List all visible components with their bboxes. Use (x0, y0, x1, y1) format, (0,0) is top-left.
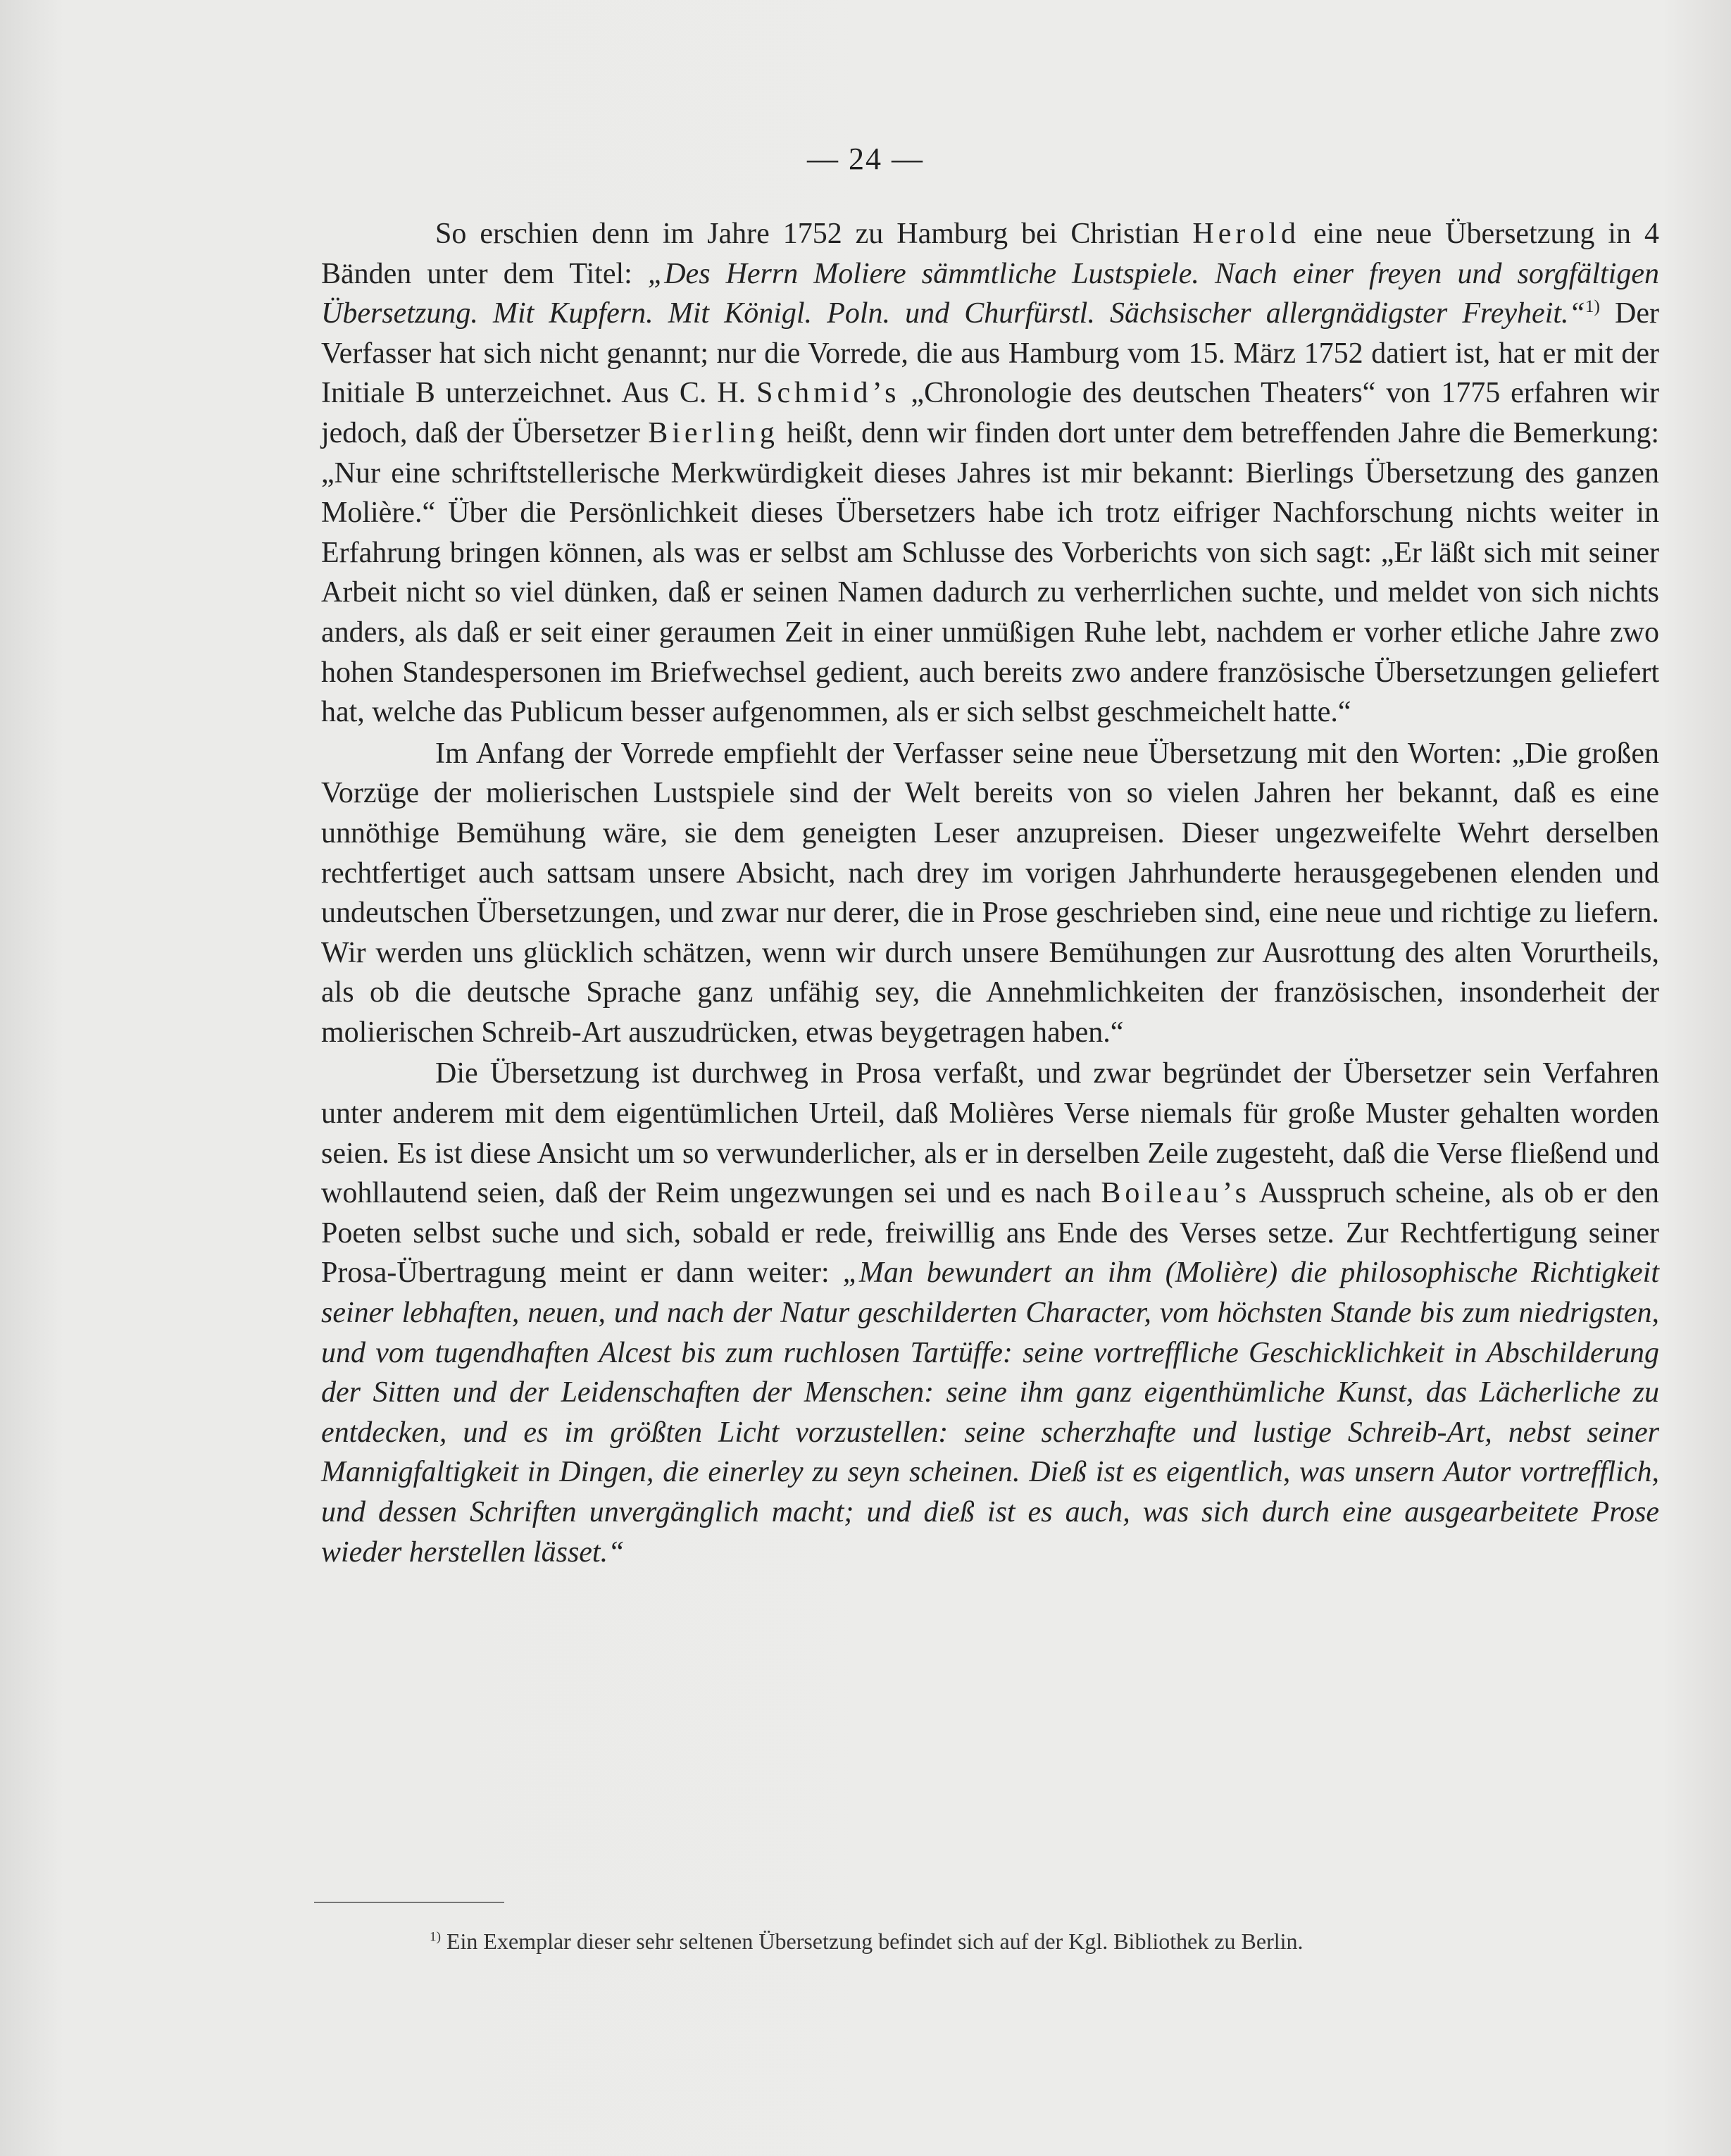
text-run: Die Übersetzung ist durchweg in Prosa verfaßt, und zwar begründet der Übersetzer sein Verfahren unter anderem mit dem eigentümlichen Urteil, daß Molières Verse niemals für große Muster gehalten worden seien. Es ist diese Ansicht um so verwunderlicher, als er in derselben Zeile zugesteht, daß die Verse fließend und wohllautend seien, daß der Reim ungezwungen sei und es nach (321, 1057, 1659, 1210)
body-text (321, 214, 1659, 1572)
paragraph-1 (321, 214, 1659, 733)
text-run: heißt, denn wir finden dort unter dem betreffenden Jahre die Bemerkung: „Nur eine schriftstellerische Merkwürdigkeit dieses Jahres ist mir bekannt: Bierlings Übersetzung des ganzen Molière.“ Über die Persönlichkeit dieses Übersetzers habe ich trotz eifriger Nachforschung nichts weiter in Erfahrung bringen können, als was er selbst am Schlusse des Vorberichts von sich sagt: „Er läßt sich mit seiner Arbeit nicht so viel dünken, daß er seinen Namen dadurch zu verherrlichen suchte, und meldet von sich nichts anders, als daß er seit einer geraumen Zeit in einer unmüßigen Ruhe lebt, nachdem er vorher etliche Jahre zwo hohen Standespersonen im Briefwechsel gedient, auch bereits zwo andere französische Übersetzungen geliefert hat, welche das Publicum besser aufgenommen, als er sich selbst geschmeichelt hatte.“ (321, 416, 1659, 729)
text-run: „Chronologie des deutschen Theaters“ von 1775 erfahren wir jedoch, daß der Übersetzer (321, 377, 1659, 449)
text-run: Ausspruch scheine, als ob er den Poeten selbst suche und sich, sobald er rede, freiwillig ans Ende des Verses setze. Zur Rechtfertigung seiner Prosa-Übertragung meint er dann weiter: (321, 1177, 1659, 1290)
footnote-divider (314, 1902, 504, 1903)
text-run: eine neue Übersetzung in 4 Bänden unter dem Titel: (321, 218, 1659, 290)
footnote-reference: 1) (1585, 297, 1600, 317)
page-number: — 24 — (807, 142, 924, 176)
spaced-name: Boileau’s (1101, 1177, 1251, 1210)
spaced-name: Bierling (648, 416, 779, 449)
paragraph-2 (321, 734, 1659, 1053)
text-run: So erschien denn im Jahre 1752 zu Hamburg bei Christian (435, 218, 1193, 250)
footnote-text: Ein Exemplar dieser sehr seltenen Übersetzung befindet sich auf der Kgl. Bibliothek zu Berlin. (440, 1928, 1304, 1954)
spaced-name: Schmid’s (756, 377, 901, 410)
footnote-marker: 1) (430, 1929, 441, 1945)
italic-quote: „Man bewundert an ihm (Molière) die philosophische Richtigkeit seiner lebhaften, neuen, und nach der Natur geschilderten Character, vom höchsten Stande bis zum niedrigsten, und vom tugendhaften Alcest bis zum ruchlosen Tartüffe: seine vortreffliche Geschicklichkeit in Abschilderung der Sitten und der Leidenschaften der Menschen: seine ihm ganz eigenthümliche Kunst, das Lächerliche zu entdecken, und es im größten Licht vorzustellen: seine scherzhafte und lustige Schreib-Art, nebst seiner Mannigfaltigkeit in Dingen, die einerley zu seyn scheinen. Dieß ist es eigentlich, was unsern Autor vortrefflich, und dessen Schriften unvergänglich macht; und dieß ist es auch, was sich durch eine ausgearbeitete Prose wieder herstellen lässet.“ (321, 1257, 1659, 1569)
spaced-name: Herold (1192, 218, 1300, 250)
text-run: Der Verfasser hat sich nicht genannt; nur die Vorrede, die aus Hamburg vom 15. März 1752 datiert ist, hat er mit der Initiale B unterzeichnet. Aus C. H. (321, 297, 1659, 410)
text-run: Im Anfang der Vorrede empfiehlt der Verfasser seine neue Übersetzung mit den Worten: „Die großen Vorzüge der molierischen Lustspiele sind der Welt bereits von so vielen Jahren her bekannt, daß es eine unnöthige Bemühung wäre, sie dem geneigten Leser anzupreisen. Dieser ungezweifelte Wehrt derselben rechtfertiget auch sattsam unsere Absicht, nach drey im vorigen Jahrhunderte herausgegebenen elenden und undeutschen Übersetzungen, und zwar nur derer, die in Prose geschrieben sind, eine neue und richtige zu liefern. Wir werden uns glücklich schätzen, wenn wir durch unsere Bemühungen zur Ausrottung des alten Vorurtheils, als ob die deutsche Sprache ganz unfähig sey, die Annehmlichkeiten der französischen, insonderheit der molierischen Schreib-Art auszudrücken, etwas beygetragen haben.“ (321, 737, 1659, 1049)
paragraph-3 (321, 1054, 1659, 1572)
footnote (430, 1926, 1690, 1957)
italic-quote: „Des Herrn Moliere sämmtliche Lustspiele. Nach einer freyen und sorgfältigen Übersetzung. Mit Kupfern. Mit Königl. Poln. und Churfürstl. Sächsischer allergnädigster Freyheit.“ (321, 257, 1659, 330)
